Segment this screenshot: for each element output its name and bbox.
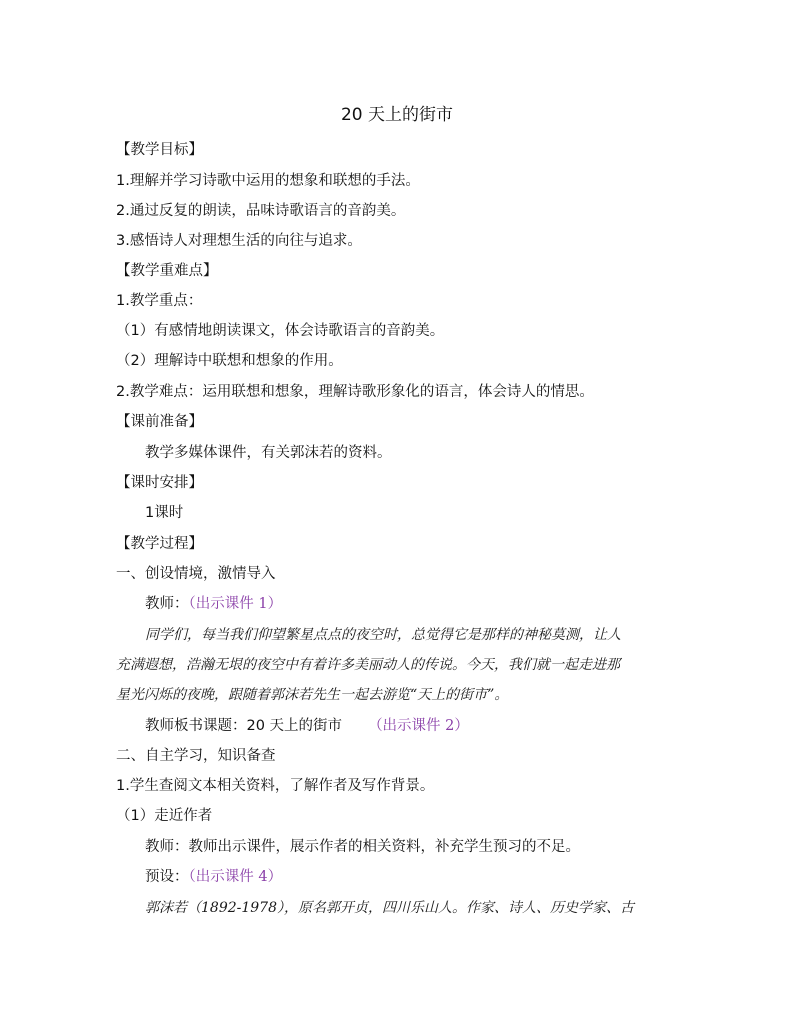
key-points-heading: 【教学重难点】 [116, 263, 218, 279]
author-bio-line: 郭沫若（1892-1978），原名郭开贞，四川乐山人。作家、诗人、历史学家、古 [145, 900, 634, 916]
intro-paragraph-line: 星光闪烁的夜晚，跟随着郭沫若先生一起去游览“天上的街市”。 [116, 687, 509, 703]
schedule-text: 1课时 [145, 505, 184, 521]
step2-item: 1.学生查阅文本相关资料，了解作者及写作背景。 [116, 778, 435, 794]
key-point-subitem: （2）理解诗中联想和想象的作用。 [116, 353, 343, 369]
step2-teacher-text: 教师：教师出示课件，展示作者的相关资料，补充学生预习的不足。 [145, 839, 580, 855]
intro-paragraph-line: 充满遐想，浩瀚无垠的夜空中有着许多美丽动人的传说。今天，我们就一起走进那 [116, 657, 620, 673]
board-title-text: 教师板书课题：20 天上的街市 [145, 718, 343, 734]
step2-heading: 二、自主学习，知识备查 [116, 748, 276, 764]
preset-label: 预设： [145, 869, 189, 885]
step1-heading: 一、创设情境，激情导入 [116, 566, 276, 582]
step1-teacher-line [145, 594, 282, 614]
courseware-note: （出示课件 4） [188, 869, 283, 885]
goals-heading: 【教学目标】 [116, 142, 203, 158]
intro-paragraph-line: 同学们，每当我们仰望繁星点点的夜空时，总觉得它是那样的神秘莫测，让人 [145, 627, 621, 643]
preparation-heading: 【课前准备】 [116, 414, 203, 430]
key-point-subitem: （1）有感情地朗读课文，体会诗歌语言的音韵美。 [116, 323, 445, 339]
difficulty-item: 2.教学难点：运用联想和想象，理解诗歌形象化的语言，体会诗人的情思。 [116, 384, 594, 400]
courseware-note: （出示课件 1） [188, 596, 283, 612]
step2-subitem: （1）走近作者 [116, 808, 213, 824]
goal-item: 1.理解并学习诗歌中运用的想象和联想的手法。 [116, 173, 420, 189]
teacher-label: 教师： [145, 596, 189, 612]
courseware-note: （出示课件 2） [368, 718, 469, 734]
board-title-line [145, 716, 469, 736]
key-point-item: 1.教学重点： [116, 293, 203, 309]
goal-item: 2.通过反复的朗读，品味诗歌语言的音韵美。 [116, 203, 406, 219]
preparation-text: 教学多媒体课件，有关郭沫若的资料。 [145, 445, 392, 461]
process-heading: 【教学过程】 [116, 536, 203, 552]
goal-item: 3.感悟诗人对理想生活的向往与追求。 [116, 233, 362, 249]
page-title: 20 天上的街市 [340, 105, 454, 125]
schedule-heading: 【课时安排】 [116, 475, 203, 491]
preset-line [145, 867, 282, 887]
